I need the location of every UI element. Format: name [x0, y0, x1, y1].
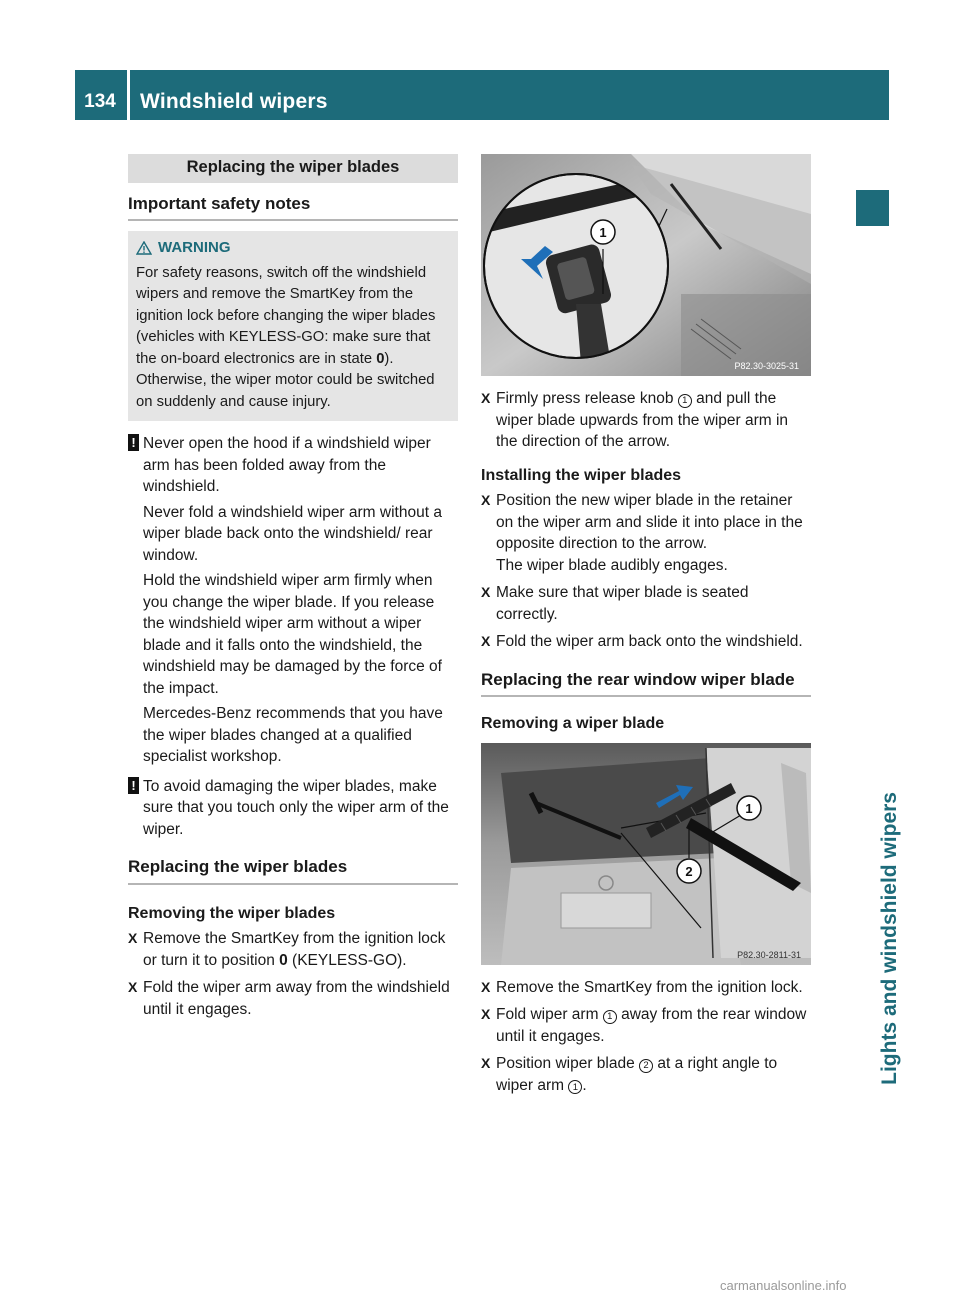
left-column — [128, 154, 458, 1026]
exclamation-icon: ! — [128, 434, 139, 451]
step-press-knob: X Firmly press release knob 1 and pull the wiper blade upwards from the wiper arm in the direction of the arrow. — [481, 390, 789, 450]
chapter-title: Windshield wipers — [140, 90, 328, 113]
step-arrow-icon: X — [481, 584, 491, 600]
warning-text: For safety reasons, switch off the windshield wipers and remove the SmartKey from the ignition lock before changing the wiper blades (vehicles with KEYLESS-GO: make sure that the on-board electronics are in state 0). Otherwise, the wiper motor could be switched on suddenly and cause injury. — [136, 264, 436, 410]
side-tab-marker — [856, 190, 889, 226]
notice-hood — [128, 433, 458, 768]
step-arrow-icon: X — [128, 979, 138, 995]
callout-2-icon: 2 — [639, 1059, 653, 1073]
notice-text: To avoid damaging the wiper blades, make sure that you touch only the wiper arm of the wiper. — [143, 777, 449, 838]
removing-blade-heading: Removing a wiper blade — [481, 715, 665, 732]
step-fold-back: X Fold the wiper arm back onto the windshield. — [481, 631, 811, 653]
image-code: P82.30-2811-31 — [737, 949, 801, 960]
installing-heading: Installing the wiper blades — [481, 466, 682, 484]
footer-watermark: carmanualsonline.info — [720, 1278, 847, 1293]
header-divider — [127, 70, 130, 120]
step-fold-rear-arm: X Fold wiper arm 1 away from the rear window until it engages. — [481, 1006, 807, 1045]
page-number: 134 — [84, 91, 116, 112]
notice-text: Never open the hood if a windshield wiper arm has been folded away from the windshield. — [143, 435, 431, 495]
warning-header — [136, 237, 450, 259]
step-arrow-icon: X — [481, 1055, 491, 1071]
section-banner: Replacing the wiper blades — [128, 154, 458, 183]
rear-wiper-heading: Replacing the rear window wiper blade — [481, 669, 811, 698]
notice-text: Mercedes-Benz recommends that you have the wiper blades changed at a qualified specialist workshop. — [143, 705, 443, 765]
callout-2-label: 2 — [685, 863, 693, 879]
step-remove-smartkey: X Remove the SmartKey from the ignition lock. — [481, 977, 811, 999]
step-arrow-icon: X — [481, 633, 491, 649]
exclamation-icon: ! — [128, 777, 139, 794]
callout-1-label: 1 — [599, 225, 607, 240]
step-fold-arm: X Fold the wiper arm away from the windshield until it engages. — [128, 979, 450, 1018]
callout-1-icon: 1 — [568, 1080, 582, 1094]
right-column — [481, 154, 811, 1102]
warning-box — [128, 231, 458, 421]
step-arrow-icon: X — [481, 492, 491, 508]
notice-text: Never fold a windshield wiper arm without a wiper blade back onto the windshield/ rear window. — [143, 503, 442, 564]
step-arrow-icon: X — [481, 978, 491, 995]
image-code: P82.30-3025-31 — [734, 361, 799, 371]
notice-damage — [128, 776, 458, 841]
page-header — [75, 70, 889, 120]
warning-label: WARNING — [158, 239, 231, 256]
step-arrow-icon: X — [128, 930, 138, 946]
side-tab — [872, 232, 902, 1085]
side-tab-label: Lights and windshield wipers — [878, 792, 901, 1085]
callout-1-icon: 1 — [678, 394, 692, 408]
replacing-heading: Replacing the wiper blades — [128, 856, 458, 885]
step-remove-key: X Remove the SmartKey from the ignition lock or turn it to position 0 (KEYLESS-GO). — [128, 930, 446, 969]
step-seated: X Make sure that wiper blade is seated correctly. — [481, 584, 749, 623]
step-result: The wiper blade audibly engages. — [496, 556, 728, 574]
notice-text: Hold the windshield wiper arm firmly when you change the wiper blade. If you release the windshield wiper arm without a wiper blade and it falls onto the windshield, the windshield may be damaged by the force of the impact. — [143, 572, 442, 697]
callout-1-label: 1 — [745, 800, 753, 816]
callout-1-icon: 1 — [603, 1010, 617, 1024]
step-arrow-icon: X — [481, 1006, 491, 1022]
step-position-blade: X Position wiper blade 2 at a right angle to wiper arm 1 . — [481, 1055, 778, 1094]
removing-heading: Removing the wiper blades — [128, 904, 336, 922]
step-arrow-icon: X — [481, 390, 491, 406]
windshield-wiper-photo — [481, 154, 811, 376]
rear-wiper-photo — [481, 743, 811, 965]
safety-notes-heading: Important safety notes — [128, 193, 458, 222]
warning-triangle-icon — [136, 241, 152, 255]
step-install: X Position the new wiper blade in the retainer on the wiper arm and slide it into place in the opposite direction to the arrow. The wiper blade audibly engages. — [481, 492, 803, 574]
